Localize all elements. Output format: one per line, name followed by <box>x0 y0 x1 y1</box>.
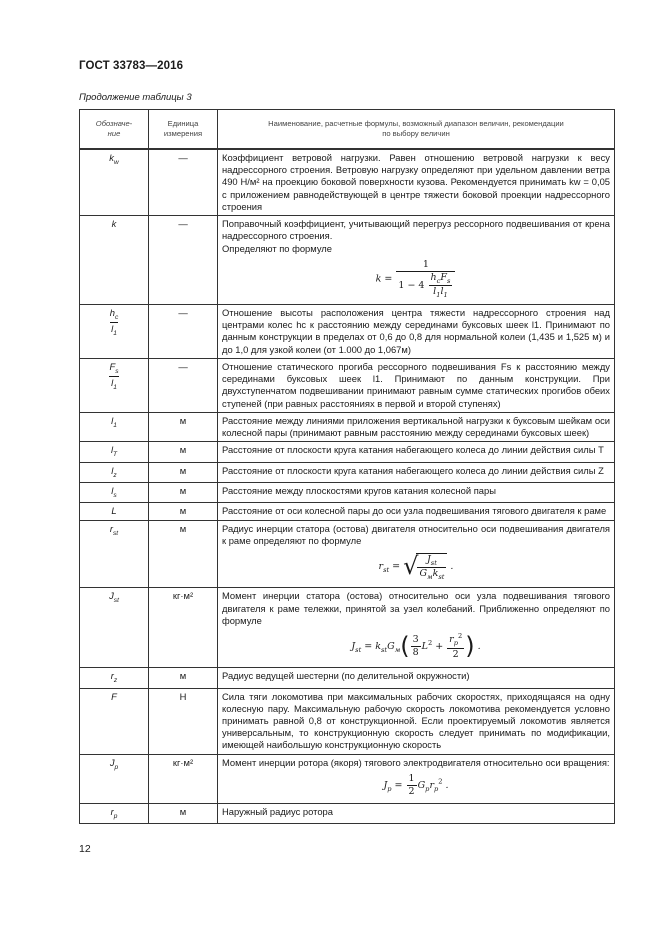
symbol-lt: $l_T$ <box>80 442 149 462</box>
description-cell: Расстояние от плоскости круга катания набегающего колеса до линии действия силы T <box>218 442 615 462</box>
column-header-description: Наименование, расчетные формулы, возможный диапазон величин, рекомендации по выбору величин <box>218 110 615 150</box>
description-cell: Расстояние между линиями приложения вертикальной нагрузки к буксовым шейкам оси колесной пары (принимают равным расстоянию между серединами буксовых шеек) <box>218 412 615 441</box>
unit-cell: м <box>149 462 218 482</box>
unit-cell: м <box>149 803 218 823</box>
unit-cell: — <box>149 305 218 359</box>
description-cell: Расстояние между плоскостями кругов катания колесной пары <box>218 483 615 503</box>
table-row <box>80 503 615 520</box>
symbol-ls: $l_s$ <box>80 483 149 503</box>
description-cell: Отношение статического прогиба рессорного подвешивания Fs к расстоянию между серединами буксовых шеек l1. Принимают по данным конструкции. При двухступенчатом подвешивании принимают равным сумме статических прогибов обеих ступеней (при равных расстояниях в первой и второй ступенях) <box>218 358 615 412</box>
table-header-row <box>80 110 615 150</box>
symbol-Jp: $J_p$ <box>80 754 149 803</box>
symbol-rp: $r_p$ <box>80 803 149 823</box>
table-row <box>80 588 615 668</box>
description-cell <box>218 216 615 305</box>
symbol-Jst: $J_{st}$ <box>80 588 149 668</box>
description-text: Момент инерции статора (остова) относительно оси узла подвешивания тягового двигателя к раме тележки, принятой за узел колебаний. Приближенно определяют по формуле <box>222 590 610 626</box>
unit-cell: м <box>149 503 218 520</box>
unit-cell: м <box>149 520 218 588</box>
parameters-table <box>79 109 615 824</box>
table-row <box>80 520 615 588</box>
description-cell <box>218 588 615 668</box>
description-cell <box>218 754 615 803</box>
page-number: 12 <box>79 843 91 855</box>
table-row <box>80 149 615 216</box>
table-row <box>80 803 615 823</box>
table-row <box>80 483 615 503</box>
description-cell <box>218 520 615 588</box>
table-row <box>80 462 615 482</box>
formula-k: k = 1 1 − 4 $\frac{h_cF_s}{l_1l_1}$ <box>222 255 610 302</box>
description-text: Поправочный коэффициент, учитывающий перегруз рессорного подвешивания от крена надрессорного строения. <box>222 218 610 242</box>
table-row <box>80 754 615 803</box>
table-row <box>80 216 615 305</box>
unit-cell: м <box>149 442 218 462</box>
column-header-unit: Единица измерения <box>149 110 218 150</box>
unit-cell: кг·м² <box>149 754 218 803</box>
table-caption: Продолжение таблицы 3 <box>79 92 192 103</box>
description-cell: Коэффициент ветровой нагрузки. Равен отношению ветровой нагрузки к весу надрессорного строения. Ветровую нагрузку определяют при удельном давлении ветра 490 Н/м² на проекцию боковой поверхности кузова. Рекомендуется принимать kw = 0,05 с приложением равнодействующей в центре тяжести боковой проекции надрессорного строения <box>218 149 615 216</box>
unit-cell: кг·м² <box>149 588 218 668</box>
unit-cell: м <box>149 668 218 688</box>
formula-rst: $r_{st}$ = √ $\frac{J_{st}}{G_мk_{st}}$ . <box>378 552 454 581</box>
unit-cell: Н <box>149 688 218 754</box>
table-row <box>80 358 615 412</box>
unit-cell: м <box>149 412 218 441</box>
unit-cell: м <box>149 483 218 503</box>
table-row <box>80 668 615 688</box>
table-row <box>80 305 615 359</box>
column-header-symbol: Обозначе- ние <box>80 110 149 150</box>
symbol-kw: $k_w$ <box>80 149 149 216</box>
symbol-fs-over-l1: $\frac{F_s}{l_1}$ <box>80 358 149 412</box>
description-text: Радиус инерции статора (остова) двигателя относительно оси подвешивания двигателя к раме определяют по формуле <box>222 522 610 546</box>
description-cell: Радиус ведущей шестерни (по делительной окружности) <box>218 668 615 688</box>
symbol-rst: $r_{st}$ <box>80 520 149 588</box>
symbol-lz: $l_z$ <box>80 462 149 482</box>
description-cell: Отношение высоты расположения центра тяжести надрессорного строения над центрами колес hc к расстоянию между серединами буксовых шеек l1. Принимают по данным конструкции в пределах от 0,6 до 0,8 для нормальной колеи (1,435 и 1,525 м) и до 1,0 для узкой колеи (от 1.000 до 1,067м) <box>218 305 615 359</box>
unit-cell: — <box>149 216 218 305</box>
description-text: Момент инерции ротора (якоря) тягового электродвигателя относительно оси вращения: <box>222 756 610 768</box>
table-row <box>80 442 615 462</box>
description-cell: Наружный радиус ротора <box>218 803 615 823</box>
description-cell: Расстояние от оси колесной пары до оси узла подвешивания тягового двигателя к раме <box>218 503 615 520</box>
symbol-F: F <box>80 688 149 754</box>
unit-cell: — <box>149 358 218 412</box>
symbol-rz: $r_z$ <box>80 668 149 688</box>
document-header: ГОСТ 33783—2016 <box>79 60 184 72</box>
symbol-hc-over-l1: $\frac{h_c}{l_1}$ <box>80 305 149 359</box>
table-row <box>80 412 615 441</box>
symbol-k: k <box>80 216 149 305</box>
formula-Jst: $J_{st} = k_{st}G_м$( $\frac{3}{8}$ $L^2$ + $\frac{r_p^2}{2}$ ) . <box>351 631 481 660</box>
symbol-l1: $l_1$ <box>80 412 149 441</box>
description-cell: Сила тяги локомотива при максимальных рабочих скоростях, приходящаяся на одну колесную пару. Максимальную рабочую скорость локомотива рекомендуется условно принимать равной 0,8 от конструкционной. Если проектируемый локомотив является универсальным, то конструкционную скорость следует принимать по модификации, имеющей наибольшую конструкционную скорость <box>218 688 615 754</box>
formula-Jp: $J_p$ = $\frac{1}{2}$ $G_pr_p^2$ . <box>383 772 449 797</box>
symbol-L: L <box>80 503 149 520</box>
description-cell: Расстояние от плоскости круга катания набегающего колеса до линии действия силы Z <box>218 462 615 482</box>
formula-intro: Определяют по формуле <box>222 242 332 254</box>
table-row <box>80 688 615 754</box>
unit-cell: — <box>149 149 218 216</box>
